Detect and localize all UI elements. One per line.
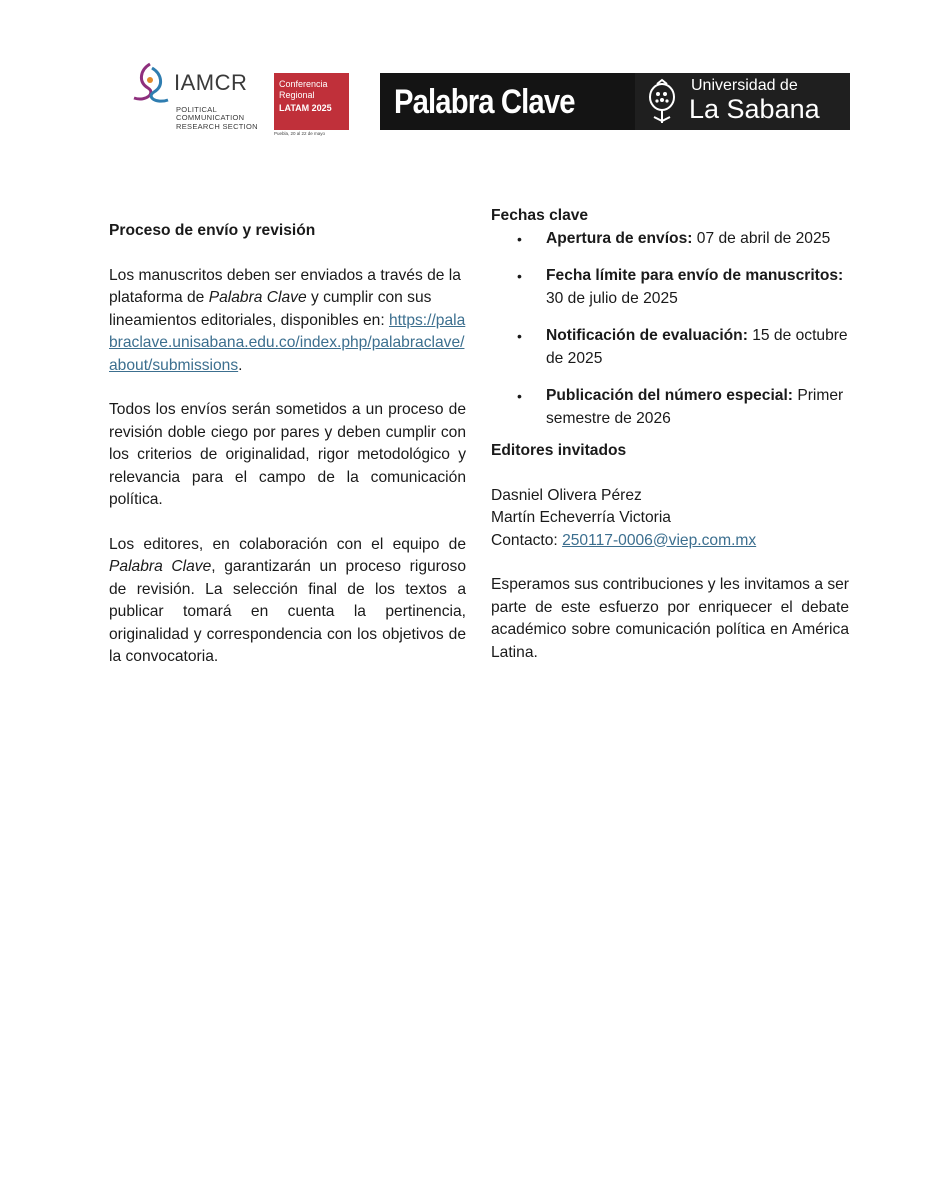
iamcr-section-label: POLITICAL COMMUNICATION RESEARCH SECTION — [176, 105, 258, 131]
submission-heading: Proceso de envío y revisión — [109, 222, 316, 239]
submission-link[interactable]: https://palabraclave.unisabana.edu.co/index.php/palabraclave/about/submissions — [109, 311, 466, 374]
contact-line: Contacto: 250117-0006@viep.com.mx — [491, 531, 757, 549]
closing-paragraph: Esperamos sus contribuciones y les invitamos a ser parte de este esfuerzo por enriquecer el debate académico sobre comunicación política en América Latina. — [491, 576, 849, 661]
review-paragraph: Todos los envíos serán sometidos a un proceso de revisión doble ciego por pares y deben cumplir con los criterios de originalidad, rigor metodológico y relevancia para el campo de la comunicación política. — [109, 401, 466, 508]
palabra-clave-logo: Palabra Clave — [380, 73, 635, 130]
iamcr-logo — [128, 58, 268, 138]
submission-paragraph: Los manuscritos deben ser enviados a través de la plataforma de Palabra Clave y cumplir con sus lineamientos editoriales, disponibles en: https://palabraclave.unisabana.edu.co/index.php/palabraclave/about/submissions. — [109, 266, 466, 374]
list-item: • Publicación del número especial: Primer semestre de 2026 — [491, 385, 849, 430]
key-dates-list — [491, 228, 849, 431]
iamcr-swirl-icon — [128, 60, 172, 106]
left-column — [109, 220, 466, 669]
editors-paragraph: Los editores, en colaboración con el equipo de Palabra Clave, garantizarán un proceso riguroso de revisión. La selección final de los textos a publicar tomará en cuenta la pertinencia, originalidad y correspondencia con los objetivos de la convocatoria. — [109, 535, 466, 665]
conference-dates: Puebla, 20 al 22 de mayo — [274, 131, 326, 136]
list-item: • Fecha límite para envío de manuscritos: 30 de julio de 2025 — [491, 265, 849, 310]
iamcr-wordmark: IAMCR — [174, 70, 248, 95]
key-dates-heading: Fechas clave — [491, 207, 589, 224]
guest-editors-heading: Editores invitados — [491, 442, 627, 459]
contact-email-link[interactable]: 250117-0006@viep.com.mx — [562, 531, 757, 549]
list-item: • Apertura de envíos: 07 de abril de 2025 — [491, 228, 849, 251]
pomegranate-emblem-icon — [643, 77, 681, 127]
list-item: • Notificación de evaluación: 15 de octubre de 2025 — [491, 325, 849, 370]
right-column — [491, 205, 849, 664]
conference-logo: Conferencia Regional LATAM 2025 — [274, 73, 349, 130]
editor-name: Martín Echeverría Victoria — [491, 509, 671, 526]
editor-name: Dasniel Olivera Pérez — [491, 486, 642, 504]
la-sabana-logo: Universidad de La Sabana — [635, 73, 850, 130]
